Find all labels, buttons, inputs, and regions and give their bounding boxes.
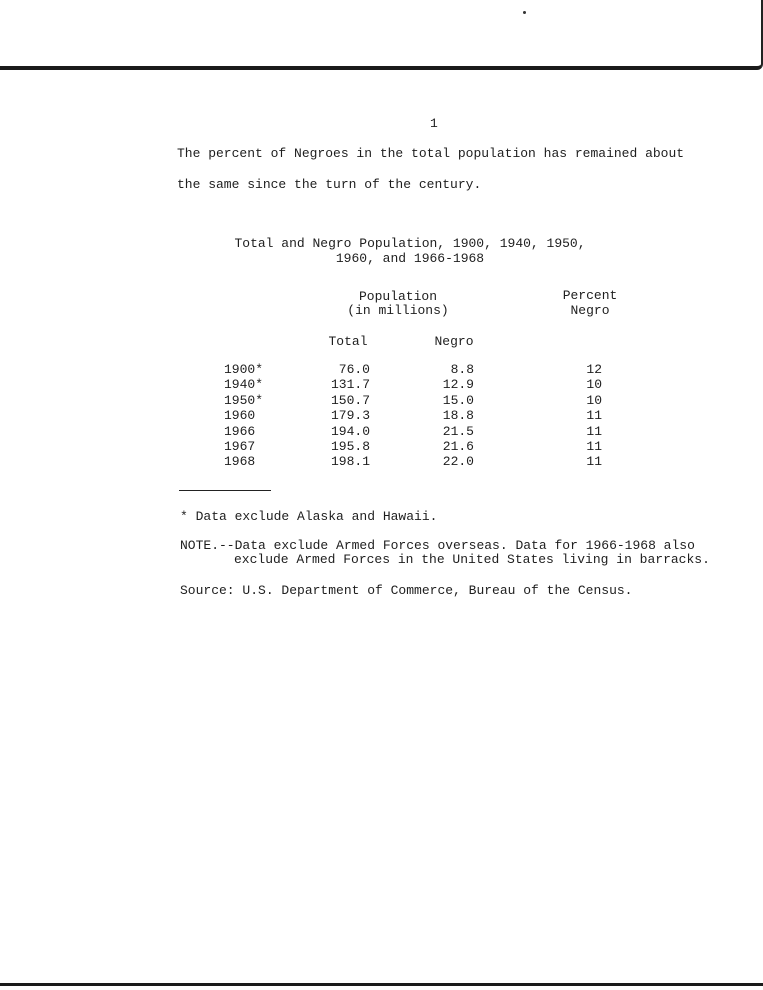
total-cell: 131.7 xyxy=(330,377,370,393)
year-cell: 1967 xyxy=(224,438,256,454)
table-title-line-2: 1960, and 1966-1968 xyxy=(335,251,485,266)
year-cell: 1968 xyxy=(224,454,256,470)
total-cell: 198.1 xyxy=(330,454,370,470)
table-row xyxy=(0,454,763,469)
total-cell: 195.8 xyxy=(330,438,370,454)
percent-cell: 12 xyxy=(586,362,602,377)
header-percent: Percent xyxy=(562,288,618,303)
negro-cell: 22.0 xyxy=(442,454,474,470)
header-population: Population xyxy=(358,289,437,304)
table-row xyxy=(0,439,763,454)
note-line-2: exclude Armed Forces in the United States living in barracks. xyxy=(234,552,710,567)
page-number: 1 xyxy=(430,116,438,131)
total-cell: 150.7 xyxy=(330,392,370,408)
header-population-unit: (in millions) xyxy=(347,303,449,318)
table-title-line-1: Total and Negro Population, 1900, 1940, 1950, xyxy=(234,236,586,251)
table-row xyxy=(0,424,763,439)
percent-cell: 10 xyxy=(586,392,602,408)
page-top-border xyxy=(0,0,763,70)
negro-cell: 21.5 xyxy=(442,423,474,439)
negro-cell: 21.6 xyxy=(442,438,474,454)
year-cell: 1900* xyxy=(224,362,264,377)
percent-cell: 11 xyxy=(586,408,602,424)
year-cell: 1960 xyxy=(224,408,256,424)
table-row xyxy=(0,377,763,392)
page-bottom-border xyxy=(0,983,763,986)
table-row xyxy=(0,393,763,408)
population-table-body xyxy=(0,362,763,470)
year-cell: 1950* xyxy=(224,392,264,408)
intro-line-1: The percent of Negroes in the total population has remained about xyxy=(177,146,685,161)
negro-cell: 12.9 xyxy=(442,377,474,393)
speck-mark xyxy=(523,11,526,14)
year-cell: 1966 xyxy=(224,423,256,439)
percent-cell: 11 xyxy=(586,454,602,470)
negro-cell: 18.8 xyxy=(442,408,474,424)
total-cell: 194.0 xyxy=(330,423,370,439)
header-total: Total xyxy=(328,334,368,349)
footnote-rule xyxy=(179,490,271,491)
negro-cell: 15.0 xyxy=(442,392,474,408)
footnote-asterisk: * Data exclude Alaska and Hawaii. xyxy=(180,509,438,524)
year-cell: 1940* xyxy=(224,377,264,393)
percent-cell: 10 xyxy=(586,377,602,393)
table-row xyxy=(0,408,763,423)
note-line-1: NOTE.--Data exclude Armed Forces overseas. Data for 1966-1968 also xyxy=(180,538,695,553)
intro-line-2: the same since the turn of the century. xyxy=(177,177,482,192)
table-row xyxy=(0,362,763,377)
negro-cell: 8.8 xyxy=(450,362,474,377)
total-cell: 76.0 xyxy=(338,362,370,377)
percent-cell: 11 xyxy=(586,438,602,454)
header-percent-negro: Negro xyxy=(570,303,610,318)
header-negro: Negro xyxy=(434,334,474,349)
total-cell: 179.3 xyxy=(330,408,370,424)
source-note: Source: U.S. Department of Commerce, Bureau of the Census. xyxy=(180,583,633,598)
percent-cell: 11 xyxy=(586,423,602,439)
